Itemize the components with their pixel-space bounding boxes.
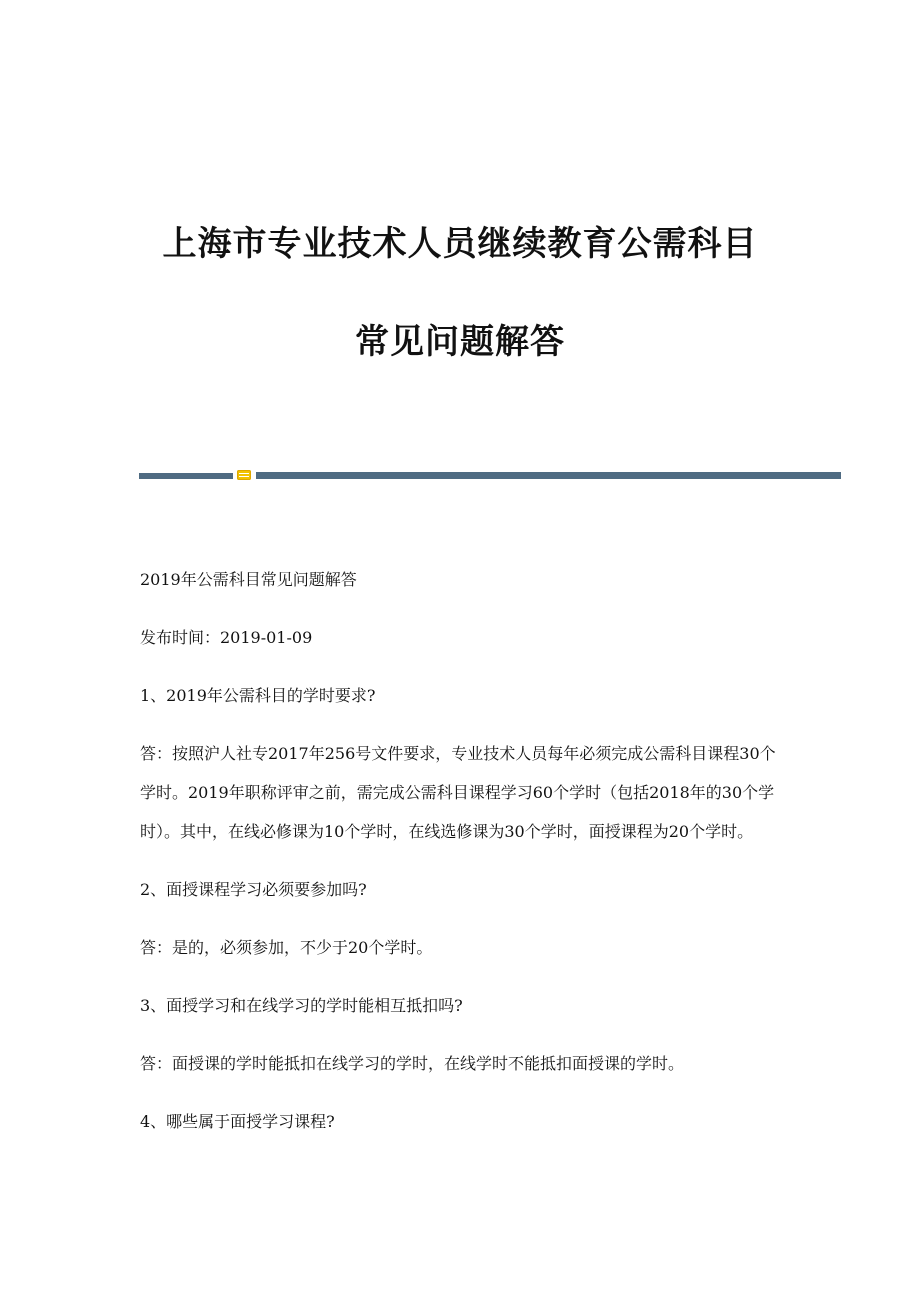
question-2: 2、面授课程学习必须要参加吗? bbox=[140, 880, 367, 899]
answer-1: 答：按照沪人社专2017年256号文件要求，专业技术人员每年必须完成公需科目课程30个学时。2019年职称评审之前，需完成公需科目课程学习60个学时（包括2018年的30个学时）。其中，在线必修课为10个学时，在线选修课为30个学时，面授课程为20个学时。 bbox=[140, 744, 776, 841]
answer-2: 答：是的，必须参加，不少于20个学时。 bbox=[140, 938, 433, 957]
doc-heading: 2019年公需科目常见问题解答 bbox=[140, 570, 357, 589]
publish-date: 发布时间：2019-01-09 bbox=[140, 628, 313, 647]
document-body bbox=[140, 560, 780, 1160]
divider-ornament-icon bbox=[237, 470, 251, 480]
page-title-line-2: 常见问题解答 bbox=[355, 322, 565, 362]
question-4: 4、哪些属于面授学习课程? bbox=[140, 1112, 335, 1131]
question-1: 1、2019年公需科目的学时要求? bbox=[140, 686, 376, 705]
question-3: 3、面授学习和在线学习的学时能相互抵扣吗? bbox=[140, 996, 463, 1015]
title-divider bbox=[139, 468, 841, 482]
divider-bar-left bbox=[139, 473, 233, 479]
divider-bar-right bbox=[256, 472, 841, 479]
answer-3: 答：面授课的学时能抵扣在线学习的学时，在线学时不能抵扣面授课的学时。 bbox=[140, 1054, 685, 1073]
page-title-line-1: 上海市专业技术人员继续教育公需科目 bbox=[162, 224, 758, 264]
